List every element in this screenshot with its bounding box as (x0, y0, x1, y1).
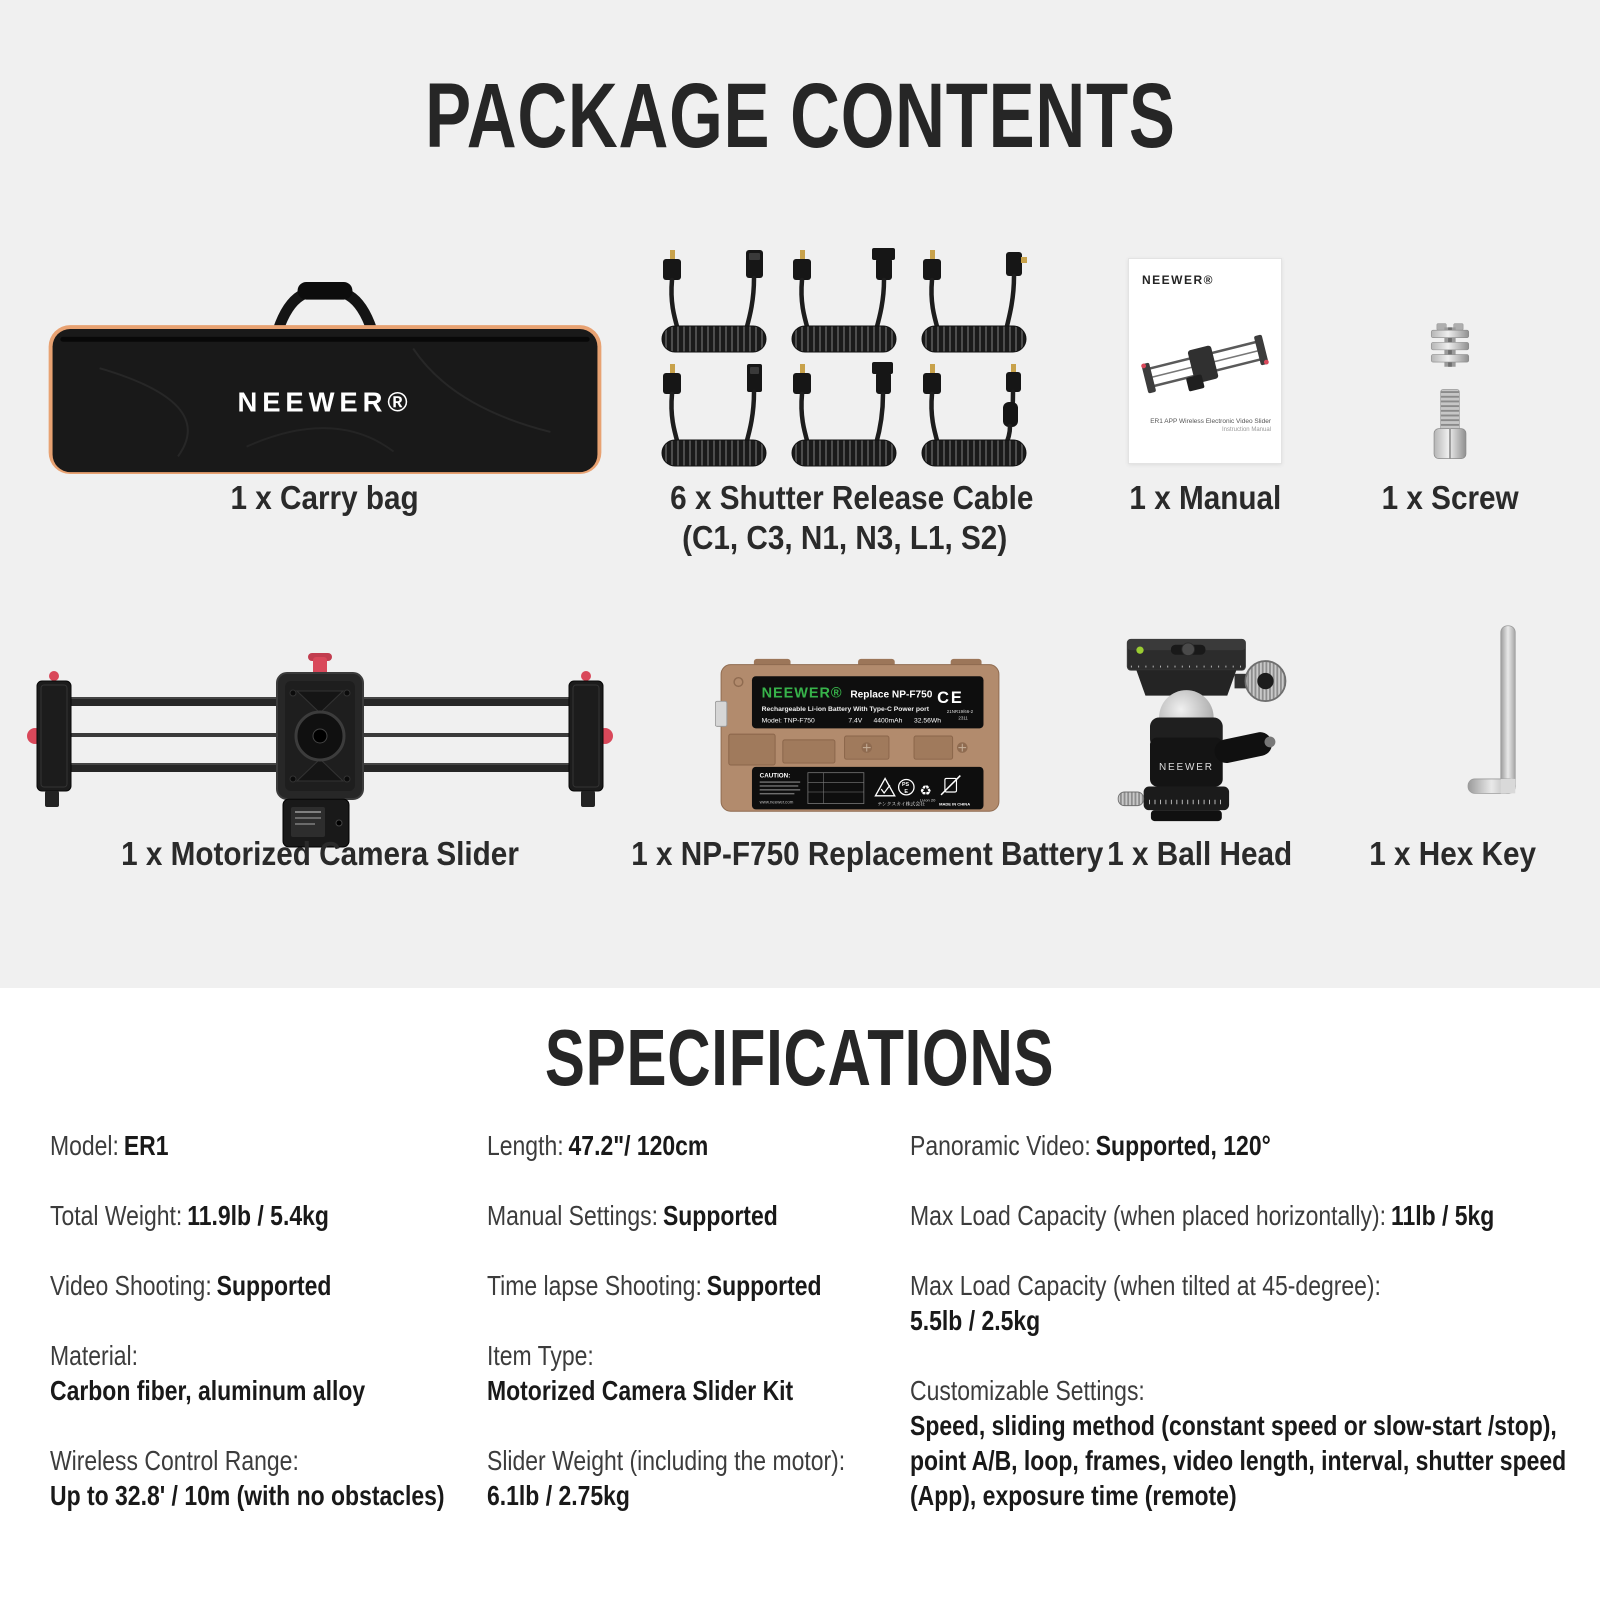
ball-head-image (1100, 618, 1300, 846)
battery-cert2-text: 2311 (958, 715, 968, 721)
battery-caution-text: CAUTION: (759, 772, 791, 780)
hex-key-image (1455, 618, 1535, 830)
battery-jp-text: テンクスカイ株式会社 (877, 802, 925, 808)
spec-length: Length: 47.2"/ 120cm (487, 1130, 709, 1161)
spec-maxload-tilted: Max Load Capacity (when tilted at 45-degree): 5.5lb / 2.5kg (910, 1270, 1381, 1336)
spec-manual-settings: Manual Settings: Supported (487, 1200, 778, 1231)
spec-timelapse: Time lapse Shooting: Supported (487, 1270, 822, 1301)
manual-brand-text: NEEWER® (1142, 273, 1215, 287)
battery-voltage-text: 7.4V (848, 717, 863, 725)
battery-pse-top-text: PS (901, 782, 910, 789)
battery-pse-bottom-text: E (904, 788, 908, 795)
screw-label: 1 x Screw (1381, 479, 1519, 516)
battery-capacity-text: 4400mAh (873, 717, 903, 725)
item-hex-key (1360, 0, 1540, 988)
battery-energy-text: 32.56Wh (914, 717, 942, 725)
item-battery (605, 0, 1104, 988)
spec-maxload-horizontal: Max Load Capacity (when placed horizontally): 11lb / 5kg (910, 1200, 1495, 1231)
battery-image (715, 655, 1005, 819)
battery-label: 1 x NP-F750 Replacement Battery (631, 835, 1104, 872)
battery-desc-text: Rechargeable Li-ion Battery With Type-C Power port (761, 705, 930, 713)
carry-bag-label: 1 x Carry bag (230, 479, 420, 516)
battery-recycle-icon: ♻ (919, 782, 932, 799)
specifications-title (0, 1013, 1600, 1102)
specifications-section (0, 988, 1600, 1600)
spec-wireless-range: Wireless Control Range: Up to 32.8' / 10m (with no obstacles) (50, 1445, 445, 1511)
spec-panoramic: Panoramic Video: Supported, 120° (910, 1130, 1271, 1161)
ball-head-label: 1 x Ball Head (1107, 835, 1293, 872)
carry-bag-brand-text: NEEWER® (237, 386, 413, 418)
spec-column-3 (910, 1128, 1600, 1548)
package-contents-title-text: PACKAGE CONTENTS (424, 65, 1176, 167)
specifications-title-text: SPECIFICATIONS (545, 1013, 1055, 1102)
spec-material: Material: Carbon fiber, aluminum alloy (50, 1340, 366, 1406)
shutter-cables-label: 6 x Shutter Release Cable (C1, C3, N1, N3, L1, S2) (670, 479, 1034, 556)
battery-madein-text: MADE IN CHINA (939, 801, 971, 807)
manual-subtitle-text: Instruction Manual (1221, 427, 1271, 433)
hex-key-label: 1 x Hex Key (1369, 835, 1537, 872)
slider-image (25, 645, 615, 855)
spec-total-weight: Total Weight: 11.9lb / 5.4kg (50, 1200, 329, 1231)
battery-replace-text: Replace NP-F750 (850, 689, 933, 701)
battery-model-text: Model: TNP-F750 (761, 717, 815, 725)
battery-ce-mark: CE (937, 689, 964, 708)
spec-model: Model: ER1 (50, 1130, 169, 1161)
slider-label: 1 x Motorized Camera Slider (121, 835, 519, 872)
spec-customizable: Customizable Settings: Speed, sliding method (constant speed or slow-start /stop), point A/B, loop, frames, video length, interval, shutter speed (App), exposure time (remote) (910, 1375, 1567, 1511)
battery-cert1-text: 21NR19/66-2 (946, 708, 974, 714)
manual-label: 1 x Manual (1129, 479, 1281, 516)
spec-item-type: Item Type: Motorized Camera Slider Kit (487, 1340, 794, 1406)
battery-website-text: www.neewer.com (759, 799, 794, 805)
spec-slider-weight: Slider Weight (including the motor): 6.1lb / 2.75kg (487, 1445, 846, 1511)
manual-title-text: ER1 APP Wireless Electronic Video Slider (1150, 418, 1271, 425)
battery-liion-text: Li-ion 20 (919, 797, 936, 803)
item-ball-head (1080, 0, 1320, 988)
battery-brand-text: NEEWER® (761, 685, 843, 702)
item-slider (25, 0, 615, 988)
spec-video-shooting: Video Shooting: Supported (50, 1270, 332, 1301)
ball-head-brand-text: NEEWER (1158, 762, 1214, 774)
